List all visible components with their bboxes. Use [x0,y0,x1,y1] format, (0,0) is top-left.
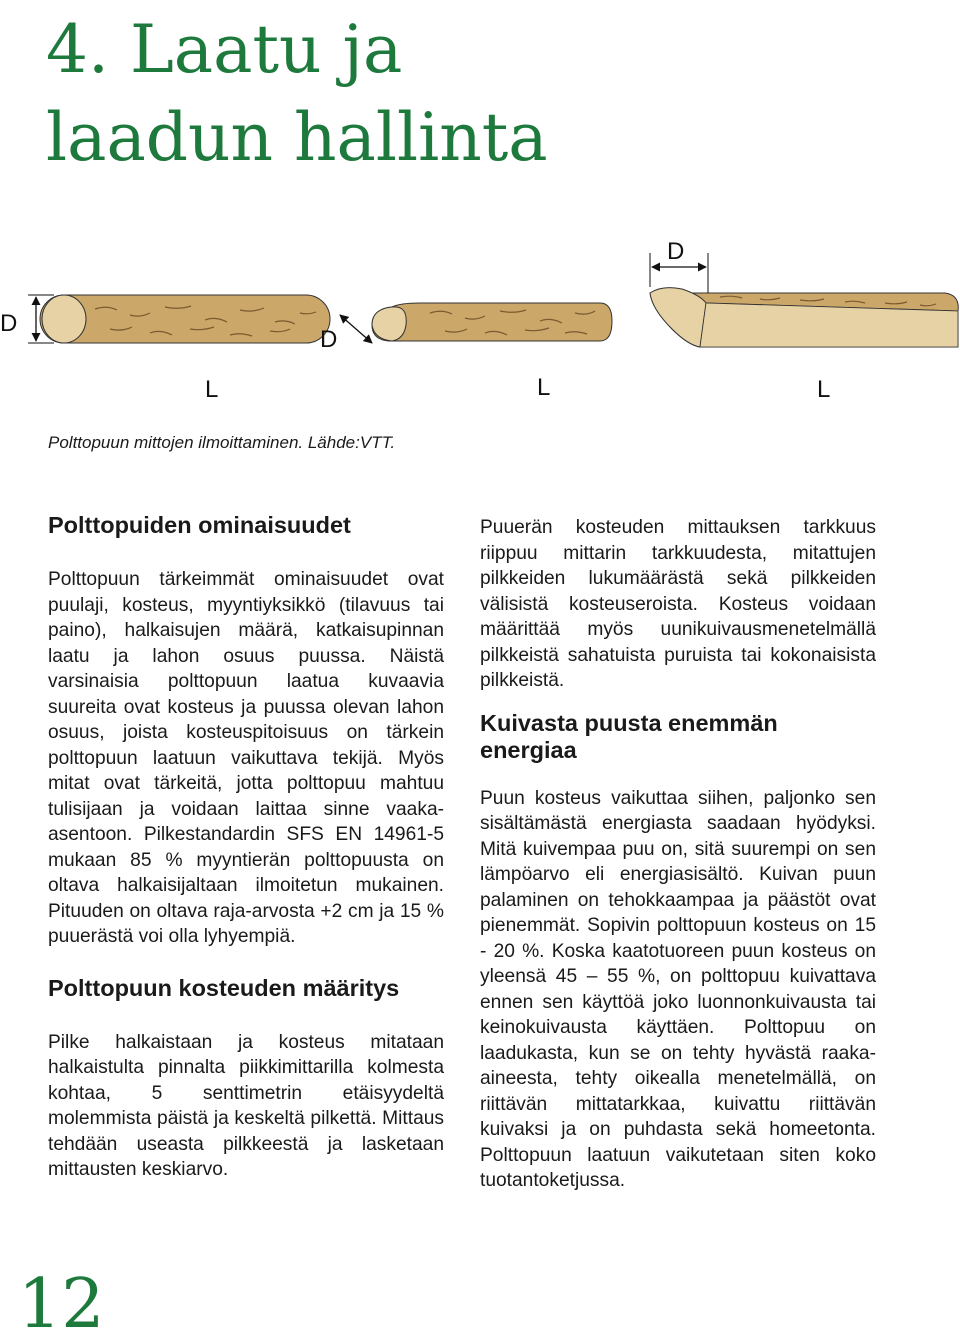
firewood-dimensions-figure [0,225,960,420]
label-d-left: D [0,310,18,337]
label-l-middle: L [537,374,551,401]
label-d-right: D [667,238,685,265]
chapter-title-line-1: 4. Laatu ja [46,11,403,88]
quartered-log-illustration [650,288,958,347]
dimension-arrow-d-middle [340,315,372,343]
label-l-left: L [205,376,219,403]
label-d-middle: D [320,326,338,353]
heading-firewood-properties: Polttopuiden ominaisuudet [48,512,351,538]
left-column [48,512,444,1183]
round-log-illustration [40,295,330,343]
chapter-title-line-2: laadun hallinta [46,99,548,176]
chapter-title [46,6,646,182]
right-column [480,515,876,1194]
label-l-right: L [817,376,831,403]
paragraph-dry-wood-energy: Puun kosteus vaikuttaa siihen, paljonko sen sisältämästä energiasta saadaan hyödyksi. Mitä kuivempaa puu on, sitä suurempi on sen lämpöarvo eli energiasisältö. Kuivan puun palaminen on tehokkaampaa ja päästöt ovat pienemmät. Sopivin polttopuun kosteus on 15 - 20 %. Koska kaatotuoreen puun kosteus on yleensä 45 – 55 %, on polttopuu kuivattava ennen sen käyttöä joko luonnonkuivausta tai keinokuivausta käyttäen. Polttopuu on laadukasta, kun se on tehty hyvästä raaka-aineesta, tehty oikealla menetelmällä, on riittävän mittatarkkaa, kuivattu riittävän kuivaksi ja on puhdasta sekä homeetonta. Polttopuun laatuun vaikutetaan siten koko tuotantoketjussa. [480,787,876,1191]
paragraph-measurement-accuracy: Puuerän kosteuden mittauksen tarkkuus riippuu mittarin tarkkuudesta, mitattujen pilkkeiden lukumäärästä sekä pilkkeiden välisistä kosteuseroista. Kosteus voidaan määrittää myös uunikuivausmenetelmällä pilkkeistä sahatuista puruista tai kokonaisista pilkkeistä. [480,517,876,691]
figure-caption: Polttopuun mittojen ilmoittaminen. Lähde:VTT. [48,433,396,452]
heading-moisture-determination: Polttopuun kosteuden määritys [48,974,400,1001]
split-log-illustration [372,303,612,341]
page-number: 12 [18,1265,105,1335]
paragraph-moisture-determination: Pilke halkaistaan ja kosteus mitataan halkaistulta pinnalta piikkimittarilla kolmesta kohtaa, 5 senttimetrin etäisyydeltä molemmista päistä ja keskeltä pilkettä. Mittaus tehdään useasta pilkkeestä ja lasketaan mittausten keskiarvo. [48,1031,444,1180]
paragraph-firewood-properties: Polttopuun tärkeimmät ominaisuudet ovat puulaji, kosteus, myyntiyksikkö (tilavuus tai paino), halkaisujen määrä, katkaisupinnan laatu ja lahon osuus puussa. Näistä varsinaisia polttopuun laatua kuvaavia suureita ovat kosteus ja puussa olevan lahon osuus, joista kosteuspitoisuus on tärkein polttopuun laatuun vaikuttava tekijä. Myös mitat ovat tärkeitä, jotta polttopuu mahtuu tulisijaan ja voidaan laittaa sinne vaaka-asentoon. Pilkestandardin SFS EN 14961-5 mukaan 85 % myyntierän polttopuusta on oltava halkaisijaltaan ilmoitetun mukainen. Pituuden on oltava raja-arvosta +2 cm ja 15 % puuerästä voi olla lyhyempiä. [48,569,444,947]
heading-dry-wood-energy: Kuivasta puusta enemmän energiaa [480,709,778,763]
